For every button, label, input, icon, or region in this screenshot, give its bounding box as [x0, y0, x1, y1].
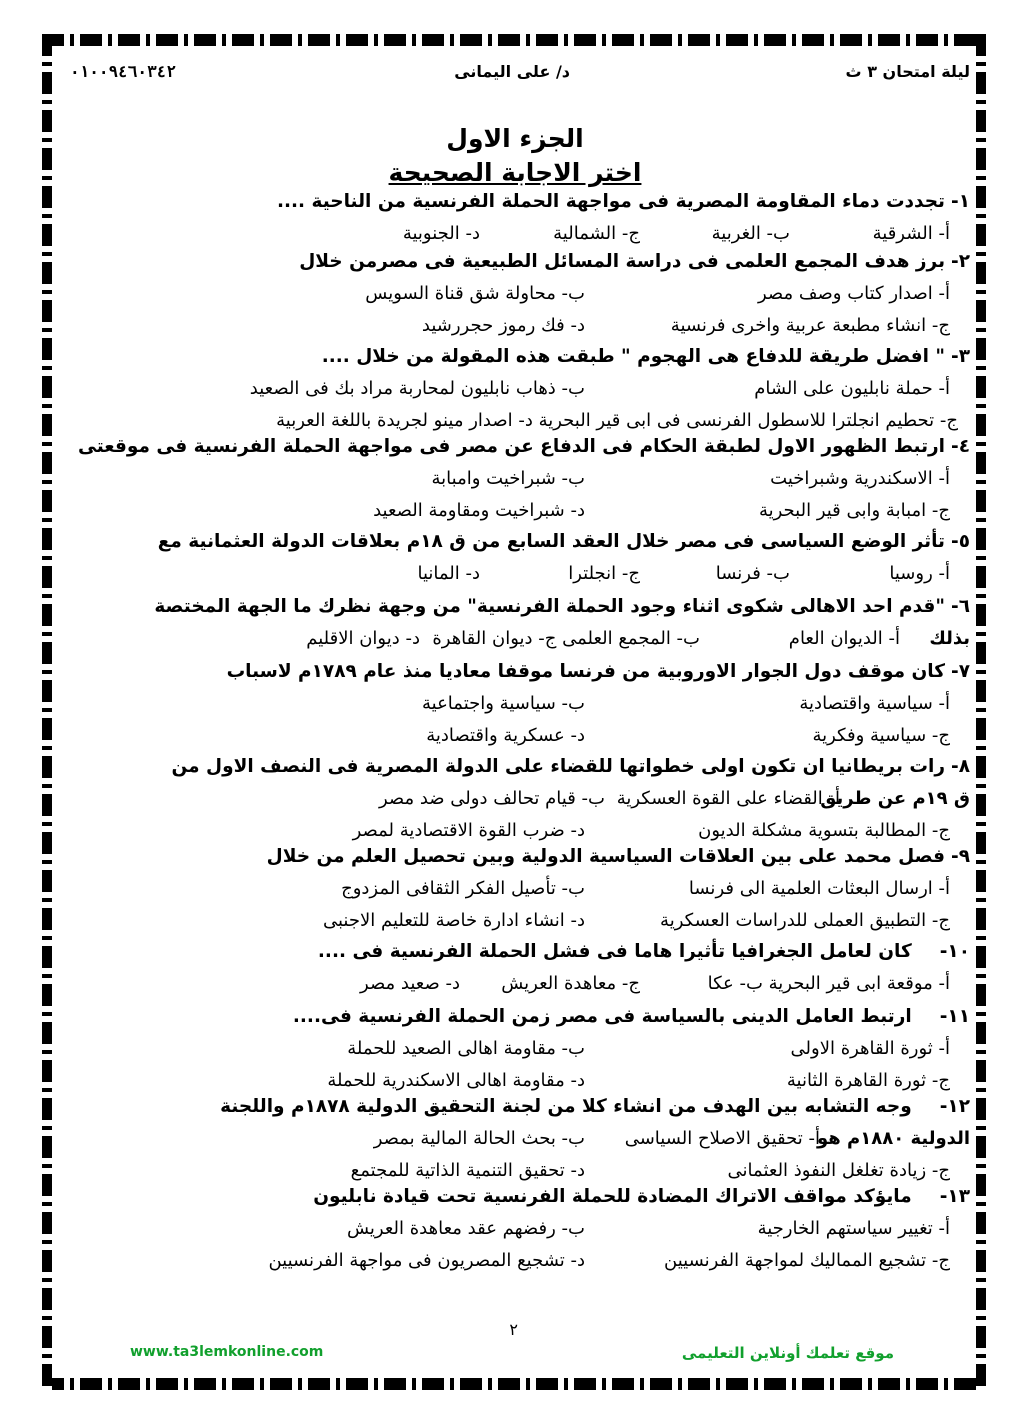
question-number: ٣-: [951, 346, 970, 367]
question-number: ١٣-: [939, 1186, 970, 1207]
titles: [60, 122, 970, 190]
answer-option[interactable]: ج- انجلترا: [568, 563, 640, 584]
answer-option[interactable]: أ- الشرقية: [872, 223, 950, 244]
question-text: "قدم احد الاهالى شكوى اثناء وجود الحملة الفرنسية" من وجهة نظرك ما الجهة المختصة: [154, 596, 946, 617]
question-number: ٧-: [951, 661, 970, 682]
answer-option[interactable]: د- مقاومة اهالى الاسكندرية للحملة: [327, 1070, 585, 1091]
answer-option[interactable]: ج- سياسية وفكرية: [812, 725, 950, 746]
border-right: [976, 34, 986, 1390]
answer-option[interactable]: د- الجنوبية: [402, 223, 480, 244]
question-text: فصل محمد على بين العلاقات السياسية الدولية وبين تحصيل العلم من خلال: [266, 846, 946, 867]
answer-option[interactable]: أ- اصدار كتاب وصف مصر: [757, 283, 950, 304]
answer-option[interactable]: أ- موقعة ابى قير البحرية ب- عكا: [707, 973, 950, 994]
answer-option[interactable]: ج- تحطيم انجلترا للاسطول الفرنسى فى ابى قير البحرية د- اصدار مينو لجريدة باللغة العربية: [276, 410, 958, 431]
answer-option[interactable]: أ- ثورة القاهرة الاولى: [790, 1038, 950, 1059]
answer-option[interactable]: ب- تأصيل الفكر الثقافى المزدوج: [341, 878, 585, 899]
answer-option[interactable]: ب- المجمع العلمى ج- ديوان القاهرة: [432, 628, 700, 649]
question-number: ٩-: [951, 846, 970, 867]
page-footer: [60, 1320, 970, 1364]
question-stem: [60, 1183, 970, 1211]
answer-option[interactable]: ب- رفضهم عقد معاهدة العريش: [346, 1218, 585, 1239]
exam-page: [60, 48, 970, 1388]
answer-option[interactable]: أ- تغيير سياستهم الخارجية: [757, 1218, 950, 1239]
answer-option[interactable]: أ- حملة نابليون على الشام: [754, 378, 950, 399]
question-stem: [60, 528, 970, 556]
question-stem: [60, 248, 970, 276]
answer-option[interactable]: ج- المطالبة بتسوية مشكلة الديون: [698, 820, 950, 841]
answer-option[interactable]: أ- تحقيق الاصلاح السياسى: [624, 1128, 820, 1149]
question-text: ارتبط الظهور الاول لطبقة الحكام فى الدفاع عن مصر فى مواجهة الحملة الفرنسية فى موقعتى: [78, 436, 946, 457]
question-text: برز هدف المجمع العلمى فى دراسة المسائل الطبيعية فى مصرمن خلال: [299, 251, 946, 272]
answer-option[interactable]: د- فك رموز حجررشيد: [421, 315, 585, 336]
section-subtitle: اختر الاجابة الصحيحة: [388, 158, 642, 187]
question-number: ٤-: [951, 436, 970, 457]
answer-option[interactable]: أ- روسيا: [889, 563, 950, 584]
question-text: كان لعامل الجغرافيا تأثيرا هاما فى فشل الحملة الفرنسية فى ....: [317, 941, 912, 962]
answer-option[interactable]: ب- ذهاب نابليون لمحاربة مراد بك فى الصعيد: [249, 378, 585, 399]
question-number: ٢-: [951, 251, 970, 272]
answer-option[interactable]: ج- تشجيع المماليك لمواجهة الفرنسيين: [664, 1250, 950, 1271]
answer-option[interactable]: أ- سياسية واقتصادية: [799, 693, 950, 714]
answer-option[interactable]: ج- معاهدة العريش: [501, 973, 640, 994]
question-stem: [60, 753, 970, 781]
header-exam-name: ليلة امتحان ٣ ث: [845, 62, 970, 81]
answer-option[interactable]: أ- الديوان العام: [788, 628, 900, 649]
answer-option[interactable]: د- صعيد مصر: [360, 973, 460, 994]
question-number: ١٠-: [939, 941, 970, 962]
answer-option[interactable]: د- ضرب القوة الاقتصادية لمصر: [352, 820, 585, 841]
question-text: تجددت دماء المقاومة المصرية فى مواجهة الحملة الفرنسية من الناحية ....: [276, 191, 946, 212]
question-stem: [60, 843, 970, 871]
answer-option[interactable]: أ- القضاء على القوة العسكرية: [616, 788, 840, 809]
answer-option[interactable]: د- تحقيق التنمية الذاتية للمجتمع: [350, 1160, 585, 1181]
question-text: رات بريطانيا ان تكون اولى خطواتها للقضاء على الدولة المصرية فى النصف الاول من: [171, 756, 946, 777]
question-stem: [60, 343, 970, 371]
header-teacher: د/ على اليمانى: [454, 62, 570, 81]
answer-option[interactable]: ب- مقاومة اهالى الصعيد للحملة: [347, 1038, 585, 1059]
question-text: ارتبط العامل الدينى بالسياسة فى مصر زمن الحملة الفرنسية فى....: [292, 1006, 912, 1027]
question-number: ١-: [951, 191, 970, 212]
question-stem: [60, 433, 970, 461]
answer-option[interactable]: ب- فرنسا: [715, 563, 790, 584]
answer-option[interactable]: ب- شبراخيت وامبابة: [431, 468, 585, 489]
question-stem: [60, 1093, 970, 1121]
answer-option[interactable]: د- المانيا: [417, 563, 480, 584]
answer-option[interactable]: ج- زيادة تغلغل النفوذ العثمانى: [727, 1160, 950, 1181]
question-text: وجه التشابه بين الهدف من انشاء كلا من لجنة التحقيق الدولية ١٨٧٨م واللجنة: [220, 1096, 912, 1117]
question-number: ٥-: [951, 531, 970, 552]
answer-option[interactable]: أ- ارسال البعثات العلمية الى فرنسا: [688, 878, 950, 899]
question-text: " افضل طريقة للدفاع هى الهجوم " طبقت هذه المقولة من خلال ....: [321, 346, 946, 367]
question-number: ٨-: [951, 756, 970, 777]
question-stem: [60, 658, 970, 686]
border-left: [42, 34, 52, 1390]
footer-site-name: موقع تعلمك أونلاين التعليمى: [681, 1344, 894, 1362]
answer-option[interactable]: ب- الغربية: [711, 223, 790, 244]
border-top: [42, 34, 986, 46]
answer-option[interactable]: ب- بحث الحالة المالية بمصر: [373, 1128, 585, 1149]
question-continuation: ق ١٩م عن طريق: [820, 788, 970, 809]
answer-option[interactable]: ب- سياسية واجتماعية: [421, 693, 585, 714]
page-number: ٢: [509, 1320, 518, 1339]
question-number: ١٢-: [939, 1096, 970, 1117]
question-stem: [60, 188, 970, 216]
answer-option[interactable]: ج- ثورة القاهرة الثانية: [786, 1070, 950, 1091]
question-continuation: بذلك: [929, 628, 970, 649]
answer-option[interactable]: ج- امبابة وابى قير البحرية: [758, 500, 950, 521]
answer-option[interactable]: ج- الشمالية: [553, 223, 640, 244]
question-stem: [60, 593, 970, 621]
section-title: الجزء الاول: [446, 124, 584, 153]
answer-option[interactable]: د- انشاء ادارة خاصة للتعليم الاجنبى: [322, 910, 585, 931]
answer-option[interactable]: ج- انشاء مطبعة عربية واخرى فرنسية: [670, 315, 950, 336]
question-stem: [60, 938, 970, 966]
question-continuation: الدولية ١٨٨٠م هو: [817, 1128, 970, 1149]
question-number: ٦-: [951, 596, 970, 617]
answer-option[interactable]: ب- محاولة شق قناة السويس: [365, 283, 585, 304]
answer-option[interactable]: ج- التطبيق العملى للدراسات العسكرية: [660, 910, 950, 931]
question-text: تأثر الوضع السياسى فى مصر خلال العقد السابع من ق ١٨م بعلاقات الدولة العثمانية مع: [157, 531, 946, 552]
answer-option[interactable]: د- ديوان الاقليم: [306, 628, 420, 649]
header-phone: ٠١٠٠٩٤٦٠٣٤٢: [70, 62, 176, 81]
page-header: [60, 62, 970, 86]
question-text: كان موقف دول الجوار الاوروبية من فرنسا موقفا معاديا منذ عام ١٧٨٩م لاسباب: [226, 661, 946, 682]
answer-option[interactable]: ب- قيام تحالف دولى ضد مصر: [378, 788, 605, 809]
question-text: مايؤكد مواقف الاتراك المضادة للحملة الفرنسية تحت قيادة نابليون: [313, 1186, 912, 1207]
answer-option[interactable]: د- شبراخيت ومقاومة الصعيد: [373, 500, 585, 521]
footer-url: www.ta3lemkonline.com: [130, 1344, 324, 1360]
answer-option[interactable]: أ- الاسكندرية وشبراخيت: [770, 468, 950, 489]
question-stem: [60, 1003, 970, 1031]
answer-option[interactable]: د- تشجيع المصريون فى مواجهة الفرنسيين: [268, 1250, 585, 1271]
question-number: ١١-: [939, 1006, 970, 1027]
answer-option[interactable]: د- عسكرية واقتصادية: [426, 725, 585, 746]
